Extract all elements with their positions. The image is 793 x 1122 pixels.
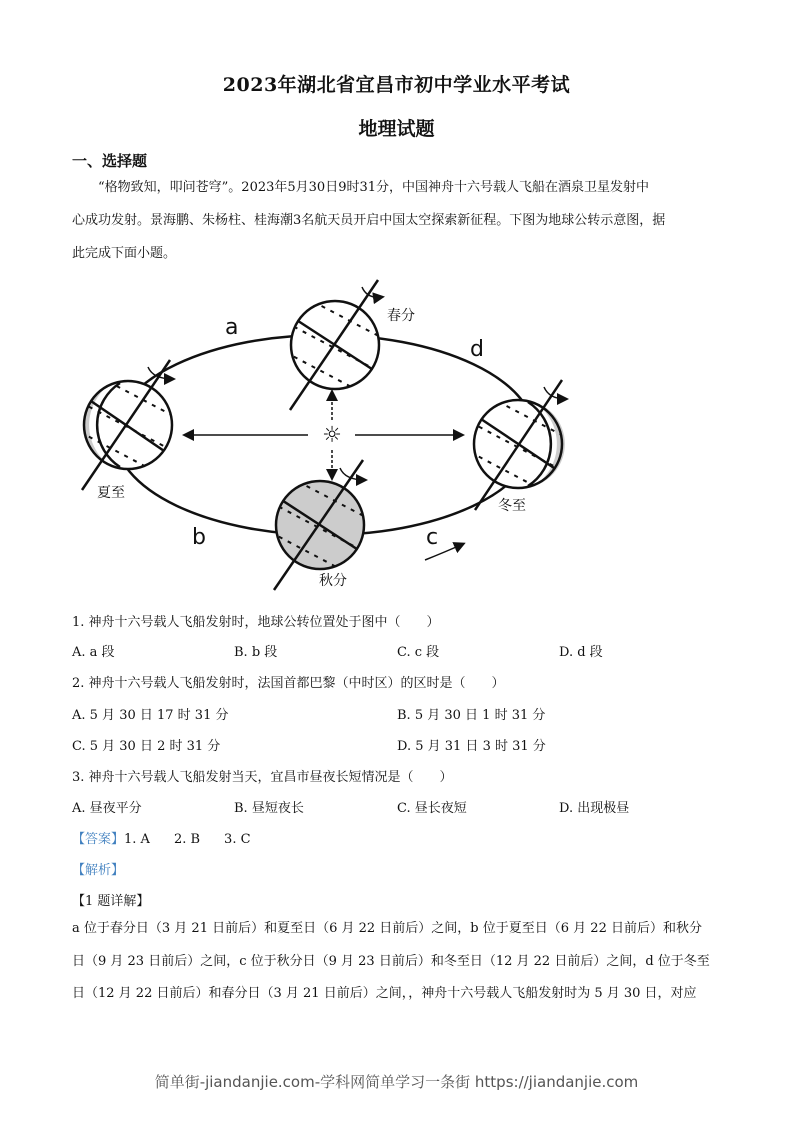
section-heading: 一、选择题 xyxy=(72,152,148,170)
question-1-stem: 1. 神舟十六号载人飞船发射时，地球公转位置处于图中（ ） xyxy=(72,615,440,630)
globe-spring-equinox xyxy=(285,280,390,410)
answer-1: 1. A xyxy=(124,832,150,847)
earth-revolution-diagram xyxy=(70,272,570,602)
question-3-option-c: C. 昼长夜短 xyxy=(397,801,467,816)
detail-line-3: 日（12 月 22 日前后）和春分日（3 月 21 日前后）之间，，神舟十六号载人飞船发射时为 5 月 30 日，对应 xyxy=(72,986,697,1001)
answer-3: 3. C xyxy=(224,832,251,847)
question-2-option-c: C. 5 月 30 日 2 时 31 分 xyxy=(72,739,221,754)
globe-autumn-equinox xyxy=(270,460,375,590)
intro-line-3: 此完成下面小题。 xyxy=(72,246,177,261)
globe-winter-solstice xyxy=(470,380,570,510)
question-2-stem: 2. 神舟十六号载人飞船发射时，法国首都巴黎（中时区）的区时是（ ） xyxy=(72,676,505,691)
answer-row xyxy=(72,828,251,847)
label-winter-solstice: 冬至 xyxy=(498,498,526,514)
analysis-label: 【解析】 xyxy=(72,863,125,878)
detail-line-2: 日（9 月 23 日前后）之间，c 位于秋分日（9 月 23 日前后）和冬至日（12 月 22 日前后）之间，d 位于冬至 xyxy=(72,954,710,969)
answer-2: 2. B xyxy=(173,832,201,847)
question-2-option-b: B. 5 月 30 日 1 时 31 分 xyxy=(397,708,546,723)
question-3-option-a: A. 昼夜平分 xyxy=(72,801,142,816)
question-3-stem: 3. 神舟十六号载人飞船发射当天，宜昌市昼夜长短情况是（ ） xyxy=(72,770,453,785)
label-summer-solstice: 夏至 xyxy=(97,485,125,501)
detail-line-1: a 位于春分日（3 月 21 日前后）和夏至日（6 月 22 日前后）之间，b 位于夏至日（6 月 22 日前后）和秋分 xyxy=(72,921,702,936)
question-1-option-b: B. b 段 xyxy=(234,645,278,660)
intro-line-1: “格物致知，叩问苍穹”。2023年5月30日9时31分，中国神舟十六号载人飞船在酒泉卫星发射中 xyxy=(98,180,650,195)
segment-label-d: d xyxy=(470,337,484,362)
sun-icon: ☼ xyxy=(322,423,342,448)
label-autumn-equinox: 秋分 xyxy=(319,573,347,589)
segment-label-a: a xyxy=(225,315,239,340)
question-1-option-d: D. d 段 xyxy=(559,645,603,660)
exam-subtitle: 地理试题 xyxy=(358,118,435,140)
exam-title: 2023年湖北省宜昌市初中学业水平考试 xyxy=(222,74,571,96)
question-2-option-d: D. 5 月 31 日 3 时 31 分 xyxy=(397,739,546,754)
segment-label-c: c xyxy=(426,525,439,550)
question-1-option-a: A. a 段 xyxy=(72,645,115,660)
segment-label-b: b xyxy=(192,525,206,550)
detail-heading: 【1 题详解】 xyxy=(72,894,150,909)
label-spring-equinox: 春分 xyxy=(387,308,415,324)
intro-line-2: 心成功发射。景海鹏、朱杨柱、桂海潮3名航天员开启中国太空探索新征程。下图为地球公转示意图，据 xyxy=(72,213,666,228)
question-3-option-d: D. 出现极昼 xyxy=(559,801,630,816)
question-3-option-b: B. 昼短夜长 xyxy=(234,801,304,816)
question-2-option-a: A. 5 月 30 日 17 时 31 分 xyxy=(72,708,229,723)
footer-watermark: 简单街-jiandanjie.com-学科网简单学习一条街 https://jiandanjie.com xyxy=(154,1073,639,1091)
answer-label: 【答案】 xyxy=(72,832,125,847)
question-1-option-c: C. c 段 xyxy=(397,645,440,660)
